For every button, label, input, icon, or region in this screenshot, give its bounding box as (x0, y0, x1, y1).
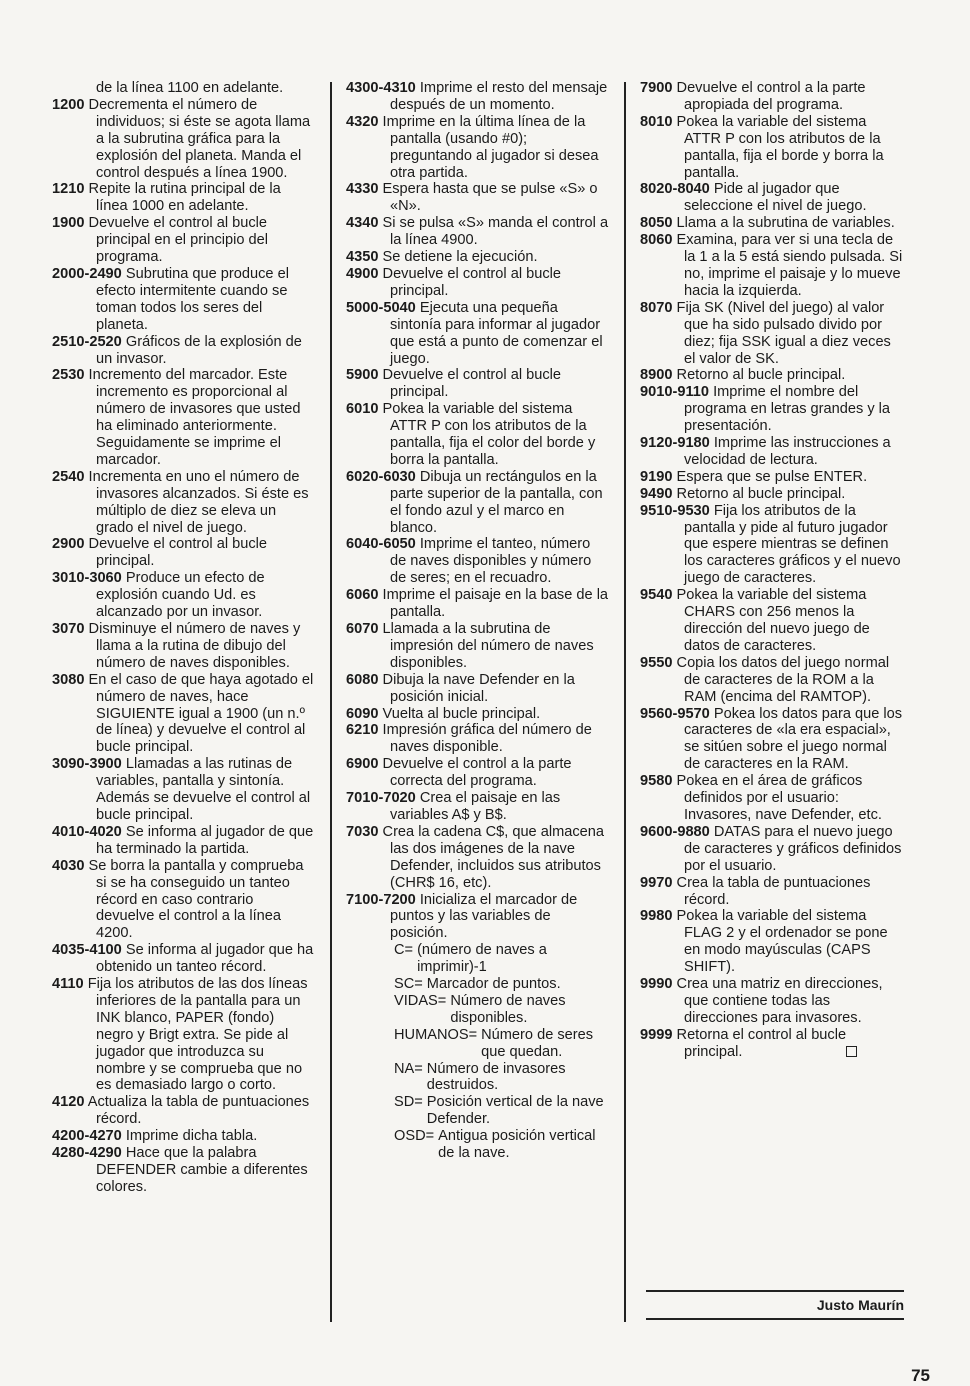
entry-description: Inicializa el marcador de puntos y las variables de posición. (390, 891, 578, 942)
entry-description: Examina, para ver si una tecla de la 1 a la 5 está siendo pulsada. Si no, imprime el paisaje y lo mueve hacia la izquierda. (676, 232, 903, 299)
entry-description: Fija SK (Nivel del juego) al valor que ha sido pulsado divido por diez; fija SSK igual a diez veces el valor de SK. (676, 299, 891, 367)
entry-description: Llamada a la subrutina de impresión del número de naves disponibles. (382, 621, 594, 671)
line-number-code: 4300-4310 (346, 80, 416, 96)
end-of-article-icon (846, 1046, 857, 1057)
entry-description: Incrementa en uno el número de invasores alcanzados. Si éste es múltiplo de diez se eleva un grado el nivel de juego. (88, 468, 309, 536)
entry-description: Crea una matriz en direcciones, que contiene todas las direcciones para invasores. (676, 976, 883, 1026)
entry-description: Fija los atributos de la pantalla y pide al futuro jugador que espere mientras se definen los caracteres gráficos y el nuevo juego de caracteres. (684, 502, 901, 587)
line-number-code: 5000-5040 (346, 299, 416, 316)
variable-description: Marcador de puntos. (426, 976, 561, 993)
line-number-code: 6090 (346, 705, 379, 722)
listing-entry (52, 942, 314, 976)
line-number-code: 9580 (640, 773, 673, 790)
listing-entry (52, 858, 314, 943)
listing-entry (640, 435, 904, 469)
line-number-code: 6900 (346, 756, 379, 773)
listing-entry (640, 773, 904, 824)
entry-description: Se informa al jugador de que ha terminado la partida. (96, 823, 314, 857)
entry-description: Retorno al bucle principal. (676, 367, 846, 384)
entry-description: Gráficos de la explosión de un invasor. (96, 333, 302, 367)
listing-entry (640, 215, 904, 232)
page-number: 75 (911, 1366, 930, 1385)
entry-description: Pide al jugador que seleccione el nivel de juego. (684, 181, 867, 215)
variable-description: Número de naves disponibles. (450, 992, 566, 1026)
line-number-code: 3070 (52, 621, 85, 637)
entry-description: Retorno al bucle principal. (676, 485, 846, 502)
listing-entry (346, 300, 610, 368)
entry-description: Crea la tabla de puntuaciones récord. (676, 874, 871, 908)
line-number-code: 9600-9880 (640, 823, 710, 840)
listing-entry (640, 80, 904, 114)
listing-entry (52, 536, 314, 570)
listing-entry (346, 892, 610, 943)
entry-description: Devuelve el control a la parte correcta del programa. (382, 756, 572, 790)
line-number-code: 9120-9180 (640, 435, 710, 452)
line-number-code: 3080 (52, 671, 85, 688)
line-number-code: 1900 (52, 215, 85, 232)
entry-description: Espera hasta que se pulse «S» o «N». (382, 181, 598, 215)
line-number-code: 7030 (346, 823, 379, 840)
entry-description: Decrementa el número de individuos; si éste se agota llama a la subrutina gráfica para la explosión del planeta. Manda el control después a línea 1900. (88, 96, 311, 181)
listing-entry (52, 469, 314, 537)
author-rule-top (646, 1290, 904, 1292)
listing-entry (640, 976, 904, 1027)
line-number-code: 9490 (640, 485, 673, 502)
author-name: Justo Maurín (816, 1297, 904, 1313)
listing-entry (52, 80, 314, 97)
line-number-code: 3090-3900 (52, 756, 122, 773)
listing-entry (52, 1128, 314, 1145)
listing-entry (346, 536, 610, 587)
line-number-code: 9970 (640, 874, 673, 891)
line-number-code: 9540 (640, 587, 673, 604)
variable-definition (394, 1128, 610, 1162)
listing-entry (640, 486, 904, 503)
entry-description: Crea la cadena C$, que almacena las dos imágenes de la nave Defender, incluidos sus atributos (CHR$ 16, etc). (382, 823, 605, 891)
listing-entry (346, 790, 610, 824)
listing-entry (640, 367, 904, 384)
listing-entry (346, 401, 610, 469)
line-number-code: 6010 (346, 401, 379, 418)
variable-name: HUMANOS= (394, 1026, 478, 1043)
text-column-right (640, 80, 904, 1061)
entry-description: Vuelta al bucle principal. (382, 705, 541, 722)
line-number-code: 8010 (640, 113, 673, 130)
listing-entry (640, 824, 904, 875)
listing-entry (52, 1145, 314, 1196)
line-number-code: 2530 (52, 367, 85, 384)
listing-entry (52, 621, 314, 672)
line-number-code: 9550 (640, 654, 673, 671)
listing-entry (640, 587, 904, 655)
entry-description: Si se pulsa «S» manda el control a la línea 4900. (382, 215, 609, 249)
entry-description: Copia los datos del juego normal de caracteres de la ROM a la RAM (encima del RAMTOP). (676, 654, 890, 705)
entry-description: Espera que se pulse ENTER. (676, 468, 868, 485)
listing-entry (640, 875, 904, 909)
line-number-code: 2510-2520 (52, 333, 122, 350)
line-number-code: 9560-9570 (640, 705, 710, 722)
listing-entry (640, 503, 904, 588)
listing-entry (52, 1094, 314, 1128)
entry-description: Pokea en el área de gráficos definidos por el usuario: Invasores, nave Defender, etc. (676, 773, 882, 823)
line-number-code: 4110 (52, 976, 84, 993)
listing-entry (640, 181, 904, 215)
variable-name: NA= (394, 1060, 423, 1077)
variable-description: (número de naves a imprimir)-1 (417, 942, 547, 976)
line-number-code: 4035-4100 (52, 942, 122, 959)
author-rule-bottom (646, 1318, 904, 1320)
line-number-code: 8020-8040 (640, 181, 710, 198)
line-number-code: 6080 (346, 671, 379, 688)
entry-description: Impresión gráfica del número de naves disponible. (382, 722, 592, 756)
listing-entry (346, 672, 610, 706)
listing-entry (640, 706, 904, 774)
listing-entry (346, 469, 610, 537)
listing-entry (346, 181, 610, 215)
line-number-code: 5900 (346, 367, 379, 384)
listing-entry (346, 621, 610, 672)
entry-description: Pokea la variable del sistema ATTR P con los atributos de la pantalla, fija el color del borde y borra la pantalla. (382, 401, 596, 468)
line-number-code: 6040-6050 (346, 536, 416, 553)
listing-entry (52, 215, 314, 266)
listing-entry (52, 181, 314, 215)
listing-entry (640, 384, 904, 435)
listing-entry (52, 824, 314, 858)
line-number-code: 4200-4270 (52, 1128, 122, 1145)
variable-description: Posición vertical de la nave Defender. (426, 1094, 604, 1128)
listing-entry (640, 114, 904, 182)
entry-description: Llamadas a las rutinas de variables, pantalla y sintonía. Además se devuelve el control al bucle principal. (96, 756, 311, 823)
entry-description: Devuelve el control al bucle principal en el principio del programa. (88, 215, 268, 266)
entry-description: Pokea la variable del sistema ATTR P con los atributos de la pantalla, fija el borde y borra la pantalla. (676, 113, 884, 181)
entry-description: de la línea 1100 en adelante. (96, 80, 284, 96)
entry-description: Imprime dicha tabla. (125, 1128, 258, 1145)
listing-entry (346, 587, 610, 621)
text-column-middle (346, 80, 610, 1162)
entry-description: Fija los atributos de las dos líneas inferiores de la pantalla para un INK blanco, PAPER (fondo) negro y Brigt extra. Se pide al jugador que introduzca su nombre y se comprueba que no es demasiado largo o corto. (87, 976, 308, 1094)
variable-description: Número de invasores destruidos. (426, 1060, 566, 1094)
entry-description: Hace que la palabra DEFENDER cambie a diferentes colores. (96, 1145, 308, 1195)
variable-description: Antigua posición vertical de la nave. (438, 1128, 596, 1162)
listing-entry (52, 976, 314, 1094)
variable-definition (394, 942, 610, 976)
entry-description: Incremento del marcador. Este incremento es proporcional al número de invasores que usted ha eliminado anteriormente. Seguidamente se imprime el marcador. (88, 367, 301, 468)
line-number-code: 9980 (640, 908, 673, 925)
line-number-code: 9999 (640, 1026, 673, 1043)
variable-name: SC= (394, 976, 423, 993)
column-divider-left (330, 82, 332, 1322)
entry-description: Subrutina que produce el efecto intermitente cuando se toman todos los seres del planeta. (96, 265, 289, 333)
line-number-code: 1200 (52, 96, 85, 113)
listing-entry (346, 266, 610, 300)
line-number-code: 8070 (640, 299, 673, 316)
listing-entry (640, 655, 904, 706)
entry-description: Repite la rutina principal de la línea 1000 en adelante. (88, 181, 281, 215)
entry-description: Dibuja un rectángulos en la parte superior de la pantalla, con el fondo azul y el marco en blanco. (390, 468, 603, 536)
listing-entry (346, 80, 610, 114)
entry-description: Produce un efecto de explosión cuando Ud. es alcanzado por un invasor. (96, 570, 265, 621)
entry-description: Devuelve el control al bucle principal. (382, 367, 561, 401)
listing-entry (346, 367, 610, 401)
line-number-code: 9990 (640, 976, 673, 993)
line-number-code: 2540 (52, 468, 85, 485)
line-number-code: 4120 (52, 1094, 85, 1111)
line-number-code: 3010-3060 (52, 570, 122, 587)
listing-entry (346, 756, 610, 790)
line-number-code: 4320 (346, 113, 379, 130)
entry-description: Imprime las instrucciones a velocidad de lectura. (684, 435, 891, 468)
entry-description: Pokea los datos para que los caracteres de «la era espacial», se sitúen sobre el juego normal de caracteres en la RAM. (684, 705, 903, 773)
line-number-code: 4030 (52, 857, 85, 874)
entry-description: Devuelve el control al bucle principal. (382, 265, 561, 299)
entry-description: Se informa al jugador que ha obtenido un tanteo récord. (96, 942, 314, 976)
line-number-code: 6020-6030 (346, 468, 416, 485)
listing-entry (640, 908, 904, 976)
line-number-code: 4340 (346, 215, 379, 232)
entry-description: Imprime el tanteo, número de naves disponibles y número de seres; en el recuadro. (390, 536, 592, 587)
entry-description: Disminuye el número de naves y llama a la rutina de dibujo del número de naves disponibles. (88, 621, 301, 671)
line-number-code: 9190 (640, 468, 673, 485)
listing-entry (52, 334, 314, 368)
listing-entry (346, 249, 610, 266)
column-divider-right (624, 82, 626, 1322)
listing-entry (640, 232, 904, 300)
listing-entry (640, 300, 904, 368)
line-number-code: 7010-7020 (346, 790, 416, 807)
listing-entry (346, 114, 610, 182)
variable-list (346, 942, 610, 1162)
entry-description: Imprime el nombre del programa en letras grandes y la presentación. (684, 384, 891, 435)
line-number-code: 4010-4020 (52, 823, 122, 840)
entry-description: Retorna el control al bucle principal. (676, 1026, 847, 1060)
entry-description: Actualiza la tabla de puntuaciones récord. (87, 1094, 310, 1128)
listing-entry (346, 706, 610, 723)
listing-entry (52, 672, 314, 757)
variable-name: VIDAS= (394, 992, 447, 1009)
variable-name: SD= (394, 1094, 423, 1111)
line-number-code: 9010-9110 (640, 384, 709, 401)
listing-entry (52, 570, 314, 621)
entry-description: En el caso de que haya agotado el número de naves, hace SIGUIENTE igual a 1900 (un n.º de línea) y devuelve el control al bucle principal. (88, 671, 314, 756)
line-number-code: 4330 (346, 181, 379, 198)
line-number-code: 4280-4290 (52, 1145, 122, 1162)
text-column-left (52, 80, 314, 1196)
variable-description: Número de seres que quedan. (481, 1026, 594, 1060)
line-number-code: 6070 (346, 621, 379, 637)
variable-definition (394, 1061, 610, 1095)
variable-definition (394, 1027, 610, 1061)
author-block (646, 1290, 904, 1320)
line-number-code: 8050 (640, 215, 673, 232)
middle-entries (346, 80, 610, 942)
entry-description: Imprime el resto del mensaje después de un momento. (390, 80, 608, 113)
variable-name: C= (394, 942, 414, 959)
listing-entry (52, 756, 314, 824)
entry-description: Pokea la variable del sistema FLAG 2 y el ordenador se pone en modo mayúsculas (CAPS SHIFT). (676, 908, 888, 976)
entry-description: Crea el paisaje en las variables A$ y B$. (390, 790, 561, 823)
listing-entry (52, 97, 314, 182)
listing-entry (52, 367, 314, 468)
listing-entry (346, 722, 610, 756)
entry-description: Pokea la variable del sistema CHARS con 256 menos la dirección del nuevo juego de datos de caracteres. (676, 587, 870, 654)
listing-entry (52, 266, 314, 334)
variable-definition (394, 993, 610, 1027)
entry-description: Se detiene la ejecución. (382, 249, 538, 266)
entry-description: DATAS para el nuevo juego de caracteres y gráficos definidos por el usuario. (684, 823, 902, 874)
entry-description: Llama a la subrutina de variables. (676, 215, 895, 232)
listing-entry (346, 824, 610, 892)
line-number-code: 8900 (640, 367, 673, 384)
listing-entry (346, 215, 610, 249)
line-number-code: 7900 (640, 80, 673, 96)
line-number-code: 2900 (52, 536, 85, 553)
entry-description: Devuelve el control al bucle principal. (88, 536, 267, 570)
line-number-code: 9510-9530 (640, 502, 710, 519)
line-number-code: 2000-2490 (52, 265, 122, 282)
line-number-code: 7100-7200 (346, 891, 416, 908)
listing-entry (640, 469, 904, 486)
line-number-code: 6060 (346, 587, 379, 604)
variable-definition (394, 1094, 610, 1128)
line-number-code: 8060 (640, 232, 673, 249)
listing-entry (640, 1027, 904, 1061)
variable-name: OSD= (394, 1128, 435, 1145)
line-number-code: 1210 (52, 181, 85, 198)
entry-description: Devuelve el control a la parte apropiada del programa. (676, 80, 866, 113)
line-number-code: 4900 (346, 265, 379, 282)
line-number-code: 6210 (346, 722, 379, 739)
entry-description: Dibuja la nave Defender en la posición inicial. (382, 671, 575, 705)
entry-description: Se borra la pantalla y comprueba si se ha conseguido un tanteo récord en caso contrario devuelve el control a la línea 4200. (88, 857, 304, 942)
variable-definition (394, 976, 610, 993)
entry-description: Imprime el paisaje en la base de la pantalla. (382, 587, 609, 621)
entry-description: Ejecuta una pequeña sintonía para informar al jugador que está a punto de comenzar el juego. (390, 299, 603, 367)
line-number-code: 4350 (346, 249, 379, 266)
entry-description: Imprime en la última línea de la pantalla (usando #0); preguntando al jugador si desea otra partida. (382, 113, 599, 181)
